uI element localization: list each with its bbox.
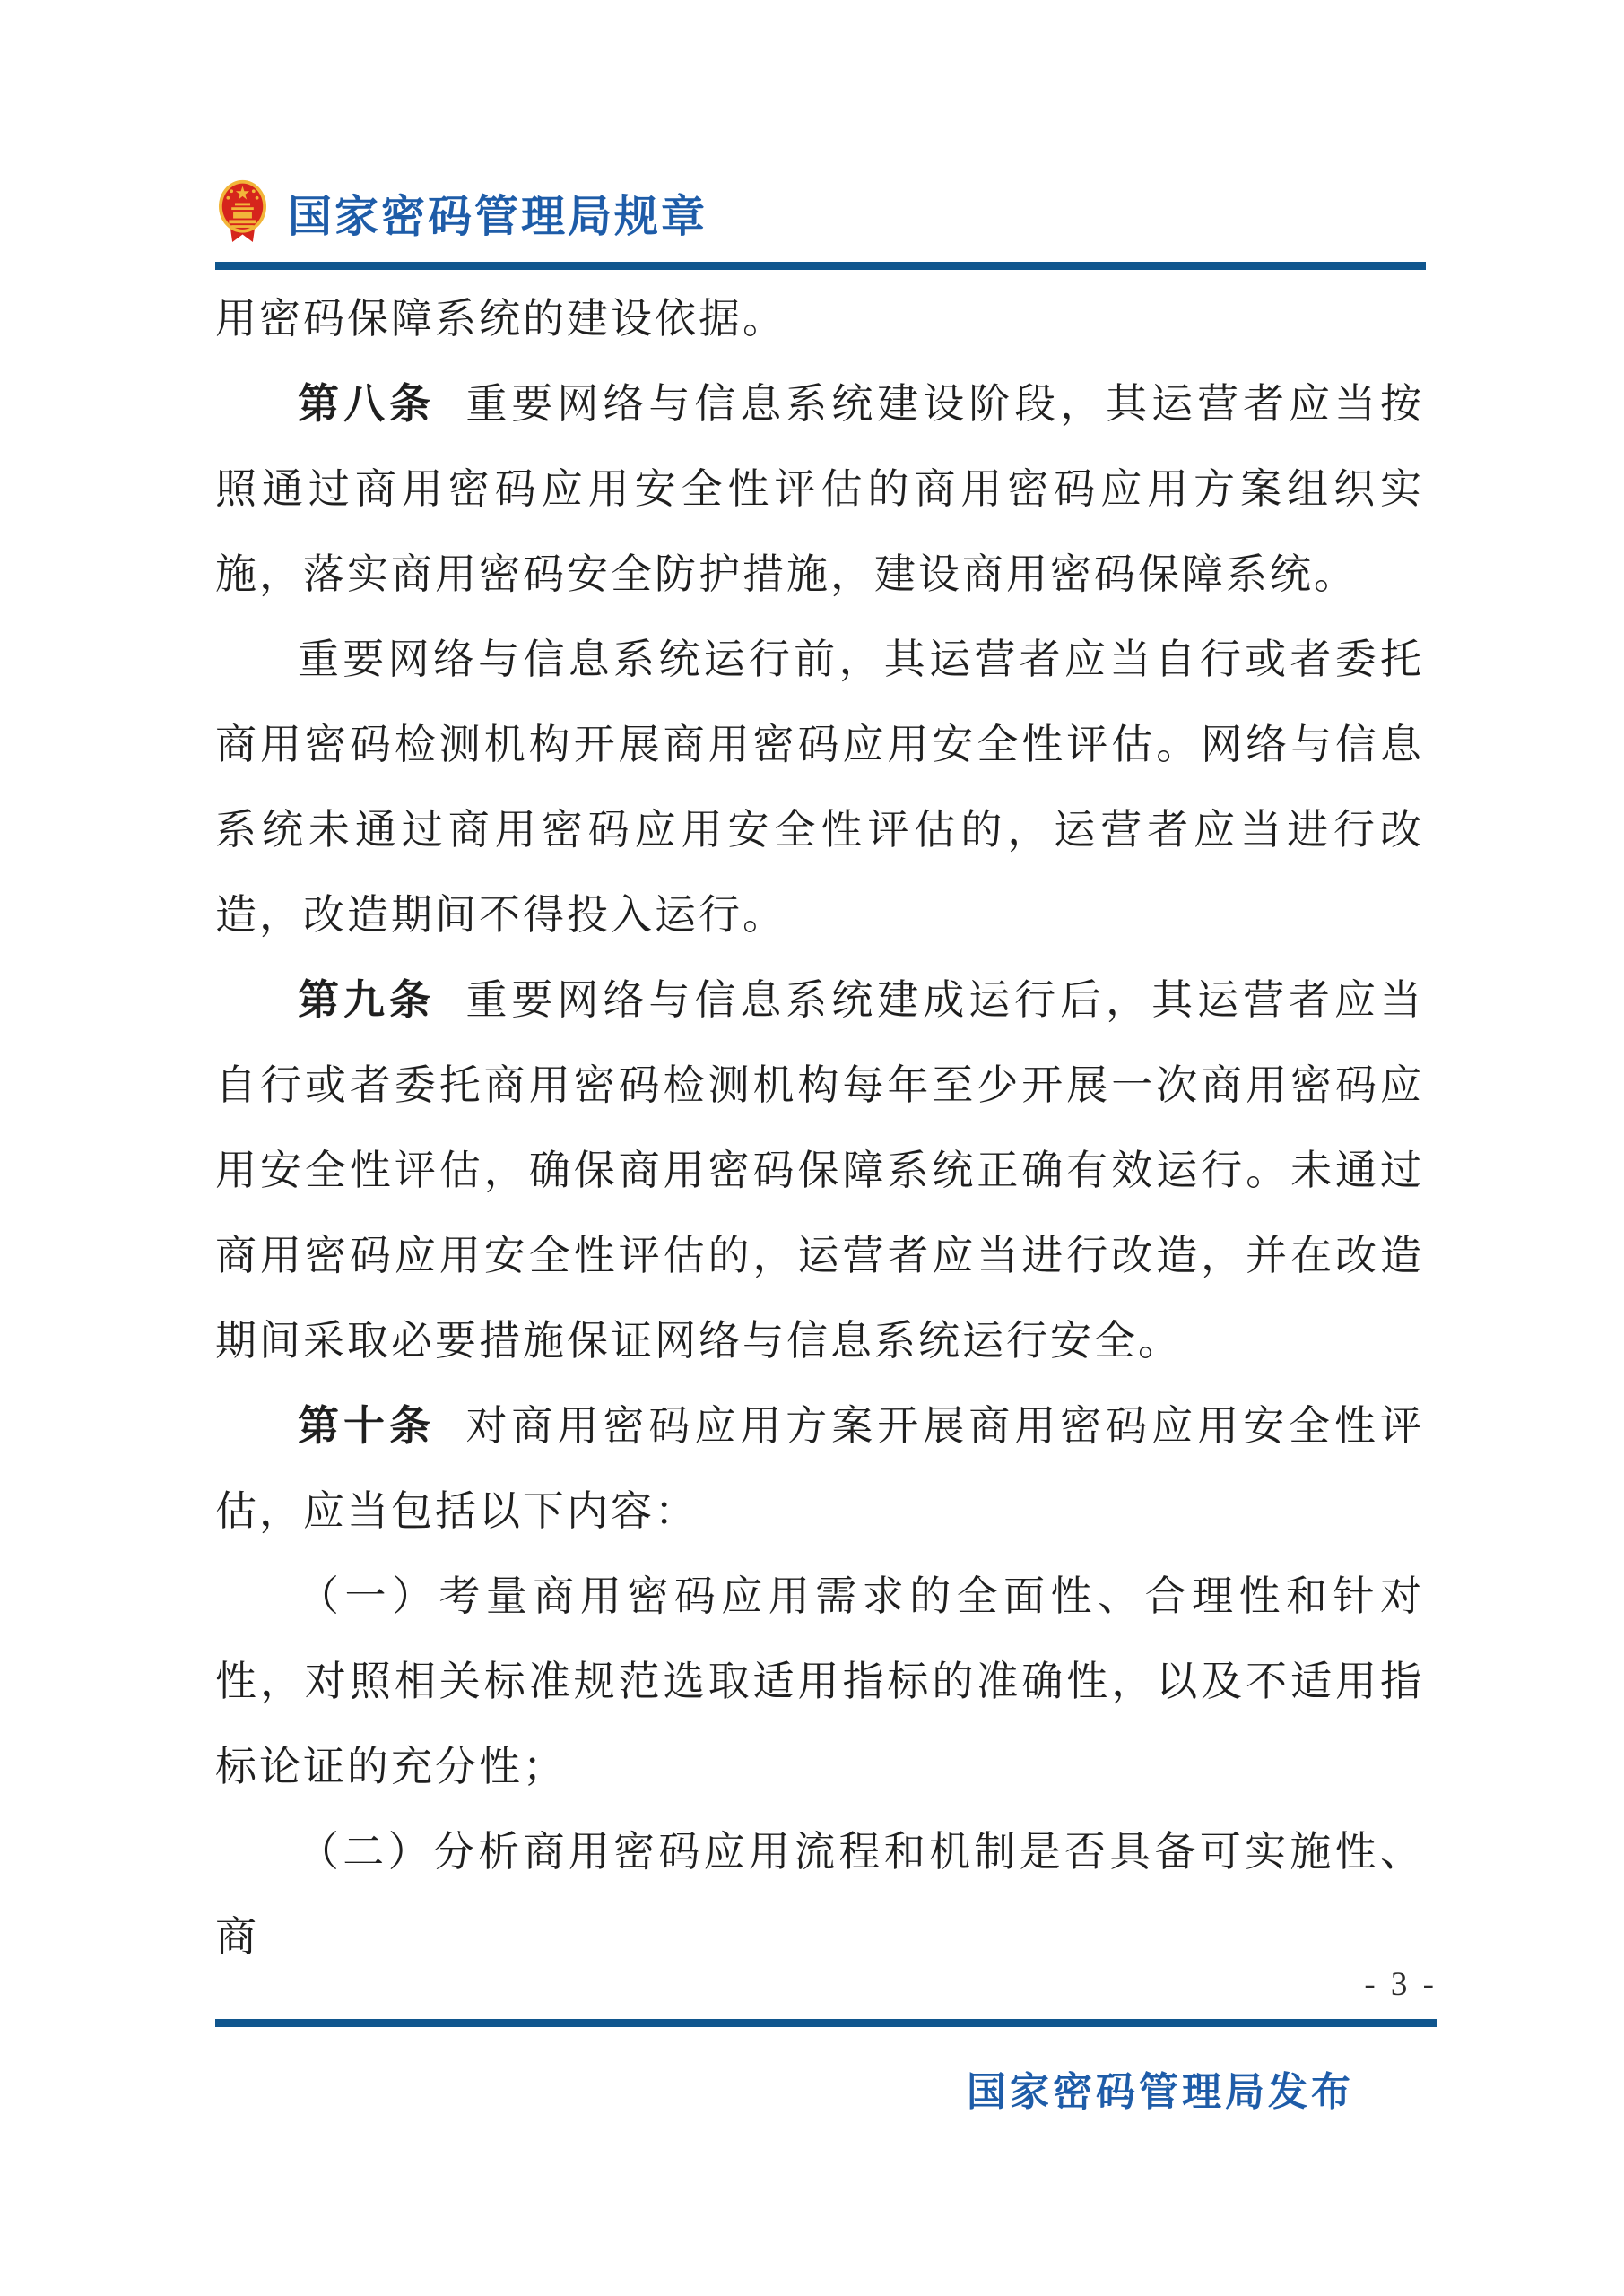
page-title: 国家密码管理局规章 [288,192,708,241]
article-number: 第九条 [298,976,435,1023]
page-number: - 3 - [1364,1966,1437,2003]
paragraph-text: 重要网络与信息系统建成运行后，其运营者应当自行或者委托商用密码检测机构每年至少开展一次商用密码应用安全性评估，确保商用密码保障系统正确有效运行。未通过商用密码应用安全性评估的，运营者应当进行改造，并在改造期间采取必要措施保证网络与信息系统运行安全。 [215,977,1425,1364]
paragraph-text: （一）考量商用密码应用需求的全面性、合理性和针对性，对照相关标准规范选取适用指标的准确性，以及不适用指标论证的充分性； [215,1573,1424,1789]
paragraph [215,1554,1424,1809]
paragraph-text: 重要网络与信息系统建设阶段，其运营者应当按照通过商用密码应用安全性评估的商用密码应用方案组织实施，落实商用密码安全防护措施，建设商用密码保障系统。 [215,381,1425,597]
paragraph-text: 用密码保障系统的建设依据。 [215,296,786,342]
header-rule [215,262,1426,270]
publisher-label: 国家密码管理局发布 [967,2070,1354,2114]
paragraph [215,1383,1424,1554]
national-emblem-icon [217,178,268,243]
paragraph-text: 重要网络与信息系统运行前，其运营者应当自行或者委托商用密码检测机构开展商用密码应用安全性评估。网络与信息系统未通过商用密码应用安全性评估的，运营者应当进行改造，改造期间不得投入运行。 [215,637,1424,938]
article-number: 第八条 [298,380,435,427]
article-number: 第十条 [298,1402,435,1449]
paragraph [215,617,1424,957]
paragraph [215,276,1424,361]
paragraph [215,361,1424,617]
document-body [215,276,1424,1980]
paragraph-text: 对商用密码应用方案开展商用密码应用安全性评估，应当包括以下内容： [215,1403,1425,1534]
paragraph-text: （二）分析商用密码应用流程和机制是否具备可实施性、商 [215,1829,1424,1960]
paragraph [215,957,1424,1383]
paragraph [215,1809,1424,1980]
footer-rule [215,2019,1437,2027]
